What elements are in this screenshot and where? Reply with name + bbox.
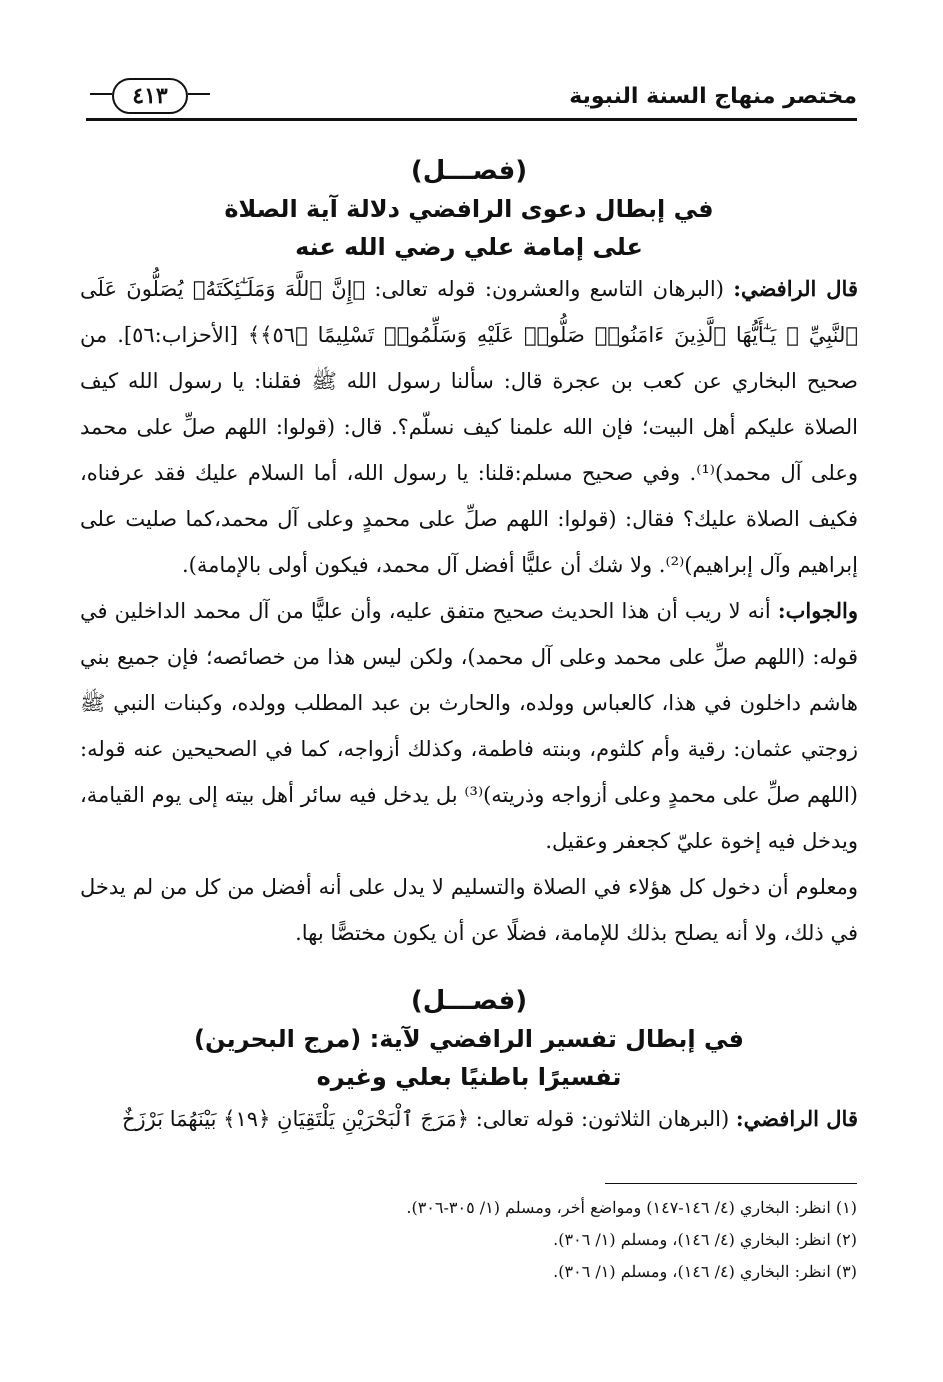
section-title-line: في إبطال دعوى الرافضي دلالة آية الصلاة	[224, 195, 714, 223]
paragraph	[80, 864, 858, 956]
page-header	[86, 78, 857, 122]
footnote: (١) انظر: البخاري (٤/ ١٤٦-١٤٧) ومواضع أخر، ومسلم (١/ ٣٠٥-٣٠٦).	[406, 1198, 857, 1217]
section-title-2	[80, 982, 858, 1096]
paragraph	[80, 266, 858, 588]
paragraph-text: (البرهان الثلاثون: قوله تعالى: ﴿مَرَجَ ٱلْبَحْرَيْنِ يَلْتَقِيَانِ ﴿١٩﴾ بَيْنَهُمَا بَرْزَخٌ	[121, 1107, 736, 1131]
running-title: مختصر منهاج السنة النبوية	[569, 84, 857, 109]
footnote: (٢) انظر: البخاري (٤/ ١٤٦)، ومسلم (١/ ٣٠٦).	[553, 1230, 857, 1249]
section-fasl-heading: (فصـــل)	[410, 986, 528, 1016]
paragraph-lead: قال الرافضي:	[735, 1106, 858, 1131]
paragraph-text: ومعلوم أن دخول كل هؤلاء في الصلاة والتسليم لا يدل على أنه أفضل من كل من لم يدخل في ذلك، ولا أنه يصلح بذلك للإمامة، فضلًا عن أن يكون مختصًّا بها.	[80, 875, 858, 945]
section-title-1	[80, 152, 858, 266]
section-fasl-heading: (فصـــل)	[410, 156, 528, 186]
page-number: ٤١٣	[112, 78, 188, 114]
paragraph-text: (البرهان التاسع والعشرون: قوله تعالى: ﴿إِنَّ ٱللَّهَ وَمَلَـٰٓئِكَتَهُۥ يُصَلُّونَ عَلَى ٱلنَّبِيِّ ۚ يَـٰٓأَيُّهَا ٱلَّذِينَ ءَامَنُوا۟ صَلُّوا۟ عَلَيْهِ وَسَلِّمُوا۟ تَسْلِيمًا ﴿٥٦﴾﴾ [الأحزاب:٥٦]. من صحيح البخاري عن كعب بن عجرة قال: سألنا رسول الله ﷺ فقلنا: يا رسول الله كيف الصلاة عليكم أهل البيت؛ فإن الله علمنا كيف نسلّم؟. قال: (قولوا: اللهم صلِّ على محمد وعلى آل محمد)⁽¹⁾. وفي صحيح مسلم:قلنا: يا رسول الله، أما السلام عليك فقد عرفناه، فكيف الصلاة عليك؟ فقال: (قولوا: اللهم صلِّ على محمدٍ وعلى آل محمد،كما صليت على إبراهيم وآل إبراهيم)⁽²⁾. ولا شك أن عليًّا أفضل آل محمد، فيكون أولى بالإمامة).	[80, 277, 858, 577]
header-rule	[86, 118, 857, 121]
paragraph	[80, 588, 858, 864]
section-title-line: في إبطال تفسير الرافضي لآية: (مرج البحرين)	[194, 1025, 744, 1053]
footnote-rule	[605, 1183, 857, 1184]
paragraph-lead: والجواب:	[777, 598, 858, 623]
page-content	[80, 152, 858, 1142]
paragraph-lead: قال الرافضي:	[733, 276, 858, 301]
footnote: (٣) انظر: البخاري (٤/ ١٤٦)، ومسلم (١/ ٣٠٦).	[553, 1262, 857, 1281]
footnotes	[157, 1192, 857, 1288]
section-spacer	[80, 956, 858, 982]
section-title-line: تفسيرًا باطنيًا بعلي وغيره	[316, 1063, 622, 1091]
paragraph	[80, 1096, 858, 1142]
paragraph-text: أنه لا ريب أن هذا الحديث صحيح متفق عليه، وأن عليًّا من آل محمد الداخلين في قوله: (اللهم صلِّ على محمد وعلى آل محمد)، ولكن ليس هذا من خصائصه؛ فإن جميع بني هاشم داخلون في هذا، كالعباس وولده، والحارث بن عبد المطلب وولده، وكبنات النبي ﷺ زوجتي عثمان: رقية وأم كلثوم، وبنته فاطمة، وكذلك أزواجه، كما في الصحيحين عنه قوله: (اللهم صلِّ على محمدٍ وعلى أزواجه وذريته)⁽³⁾ بل يدخل فيه سائر أهل بيته إلى يوم القيامة، ويدخل فيه إخوة عليّ كجعفر وعقيل.	[80, 599, 858, 853]
section-title-line: على إمامة علي رضي الله عنه	[295, 233, 643, 261]
